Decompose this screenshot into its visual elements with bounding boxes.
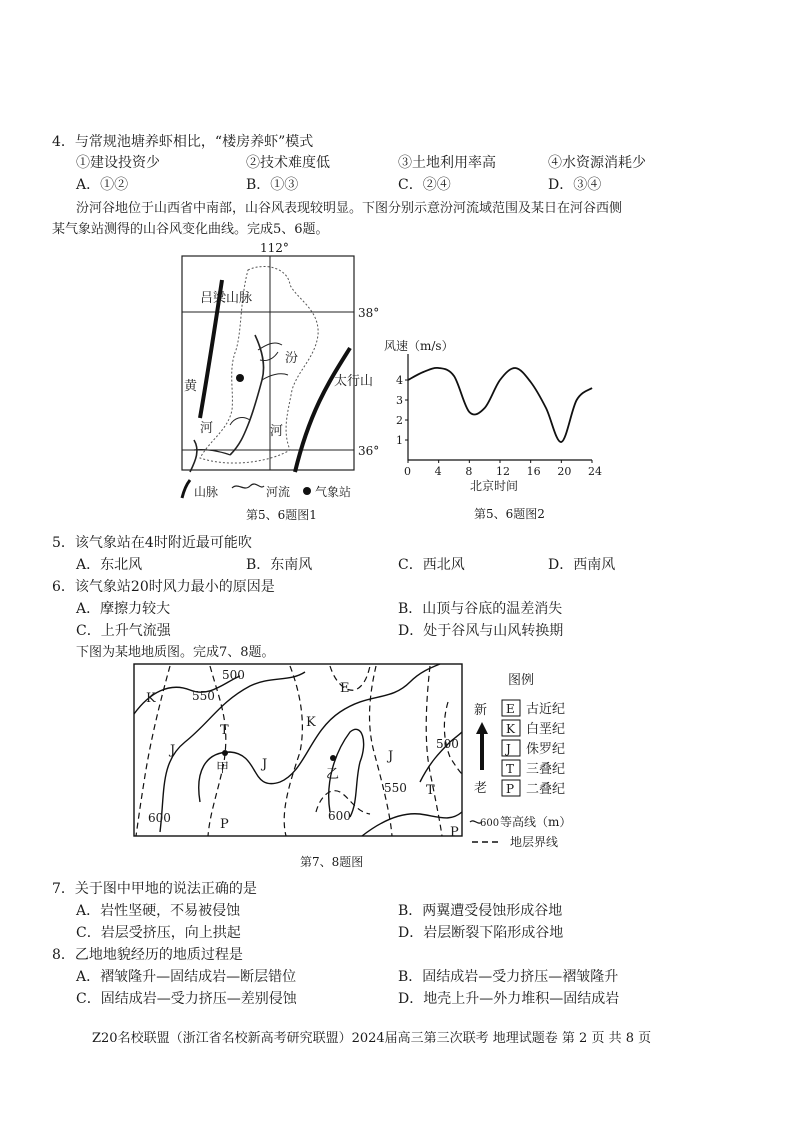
legend-new: 新	[474, 703, 488, 718]
legend-box	[502, 740, 520, 756]
stratum-p-left: P	[220, 817, 229, 832]
fen-label: 汾	[285, 351, 299, 366]
y-tick-label: 2	[396, 414, 403, 427]
q4-item-2: ②技术难度低	[246, 155, 330, 171]
contour-550: 550	[192, 689, 215, 703]
x-tick-label: 0	[404, 465, 411, 478]
huang-label: 黄	[184, 379, 198, 394]
legend-river: 河流	[266, 485, 291, 499]
q6-option-b: B．山顶与谷底的温差消失	[398, 601, 563, 617]
intro56-line2: 某气象站测得的山谷风变化曲线。完成5、6题。	[52, 222, 329, 237]
legend-mountain: 山脉	[194, 485, 219, 499]
q7-option-a: A．岩性坚硬，不易被侵蚀	[76, 903, 241, 919]
legend-contour-label: 等高线（m）	[500, 815, 572, 829]
legend-code: K	[506, 722, 515, 736]
legend-period-name: 三叠纪	[526, 762, 566, 777]
taihang-mountain	[295, 348, 350, 472]
chart-axes	[408, 354, 592, 460]
taihang-label: 太行山	[334, 374, 374, 389]
q4-item-4: ④水资源消耗少	[548, 155, 646, 171]
x-tick-label: 24	[588, 465, 602, 478]
he-label: 河	[270, 424, 284, 439]
stratum-k-mid: K	[306, 715, 316, 730]
wind-speed-chart	[378, 332, 618, 522]
legend-contour-sample: 600	[480, 818, 500, 829]
luliang-char-1: 吕梁山脉	[200, 291, 253, 306]
intro78: 下图为某地地质图。完成7、8题。	[76, 645, 275, 660]
q7-stem: 7．关于图中甲地的说法正确的是	[52, 881, 257, 897]
q8-option-c: C．固结成岩—受力挤压—差别侵蚀	[76, 991, 297, 1007]
map1-caption: 第5、6题图1	[246, 508, 317, 522]
contour-500-right: 500	[436, 737, 459, 751]
huanghe-he-label: 河	[200, 421, 214, 436]
q7-option-c: C．岩层受挤压，向上拱起	[76, 925, 241, 941]
legend-station: 气象站	[315, 485, 352, 499]
q5-option-c: C．西北风	[398, 557, 465, 573]
q4-option-d: D．③④	[548, 177, 602, 193]
lon-label: 112°	[260, 241, 289, 255]
wind-speed-line	[408, 368, 592, 442]
legend-period-name: 二叠纪	[526, 782, 566, 797]
q4-option-c: C．②④	[398, 177, 451, 193]
q6-option-c: C．上升气流强	[76, 623, 171, 639]
q7-option-d: D．岩层断裂下陷形成谷地	[398, 925, 564, 941]
legend-code: T	[506, 762, 515, 776]
legend-period-name: 侏罗纪	[526, 742, 566, 757]
y-tick-label: 1	[396, 434, 403, 447]
q5-option-a: A．东北风	[76, 557, 143, 573]
y-tick-label: 3	[396, 394, 403, 407]
x-tick-label: 20	[557, 465, 572, 478]
stratum-j-mid: J	[262, 757, 268, 772]
q4-item-3: ③土地利用率高	[398, 155, 496, 171]
q4-stem: 4．与常规池塘养虾相比，“楼房养虾”模式	[52, 134, 314, 150]
q8-option-d: D．地壳上升—外力堆积—固结成岩	[398, 991, 620, 1007]
lat-bottom-label: 36°	[358, 444, 380, 458]
fen-river-map	[170, 240, 390, 525]
q4-option-b: B．①③	[246, 177, 299, 193]
stratum-e: E	[340, 681, 350, 696]
page-footer: Z20名校联盟（浙江省名校新高考研究联盟）2024届高三第三次联考 地理试题卷 第 2 页 共 8 页	[92, 1031, 652, 1046]
contour-500-top: 500	[222, 668, 245, 682]
intro56-line1: 汾河谷地位于山西省中南部，山谷风表现较明显。下图分别示意汾河流域范围及某日在河谷西侧	[76, 201, 623, 216]
stratum-p-right: P	[450, 825, 459, 840]
lat-top-label: 38°	[358, 306, 380, 320]
legend-code: E	[506, 702, 515, 716]
x-tick-label: 12	[496, 465, 510, 478]
geomap-caption: 第7、8题图	[300, 855, 364, 869]
q8-stem: 8．乙地地貌经历的地质过程是	[52, 947, 243, 963]
x-tick-label: 16	[526, 465, 541, 478]
q4-item-1: ①建设投资少	[76, 155, 160, 171]
point-jia: 甲	[216, 761, 230, 776]
legend-boundary-label: 地层界线	[510, 835, 559, 849]
q5-option-d: D．西南风	[548, 557, 616, 573]
q8-option-a: A．褶皱隆升—固结成岩—断层错位	[76, 969, 297, 985]
legend-code: J	[506, 742, 511, 756]
legend-title: 图例	[508, 673, 535, 688]
contour-550-right: 550	[384, 781, 407, 795]
q7-option-b: B．两翼遭受侵蚀形成谷地	[398, 903, 563, 919]
q5-option-b: B．东南风	[246, 557, 313, 573]
x-tick-label: 8	[465, 465, 473, 478]
weather-station-dot	[236, 374, 244, 382]
stratum-j-right: J	[388, 749, 394, 764]
q6-option-d: D．处于谷风与山风转换期	[398, 623, 564, 639]
chart-caption: 第5、6题图2	[474, 507, 545, 521]
q5-stem: 5．该气象站在4时附近最可能吹	[52, 535, 252, 551]
contour-600-mid: 600	[328, 809, 351, 823]
chart-ylabel: 风速（m/s）	[384, 339, 454, 353]
legend-old: 老	[474, 781, 488, 796]
legend-code: P	[506, 782, 515, 796]
q6-option-a: A．摩擦力较大	[76, 601, 171, 617]
contour-600-left: 600	[148, 811, 171, 825]
q8-option-b: B．固结成岩—受力挤压—褶皱隆升	[398, 969, 619, 985]
geological-map	[130, 662, 600, 872]
stratum-j-left: J	[170, 743, 176, 758]
stratum-k-left: K	[146, 691, 156, 706]
q6-stem: 6．该气象站20时风力最小的原因是	[52, 579, 275, 595]
stratum-t-left: T	[220, 723, 229, 738]
legend-period-name: 白垩纪	[526, 722, 566, 737]
stratum-t-right: T	[426, 783, 435, 798]
y-tick-label: 4	[396, 374, 403, 387]
legend-period-name: 古近纪	[526, 702, 566, 717]
x-tick-label: 4	[434, 465, 442, 478]
point-yi: 乙	[326, 767, 340, 782]
q4-option-a: A．①②	[76, 177, 129, 193]
chart-xlabel: 北京时间	[470, 479, 519, 493]
